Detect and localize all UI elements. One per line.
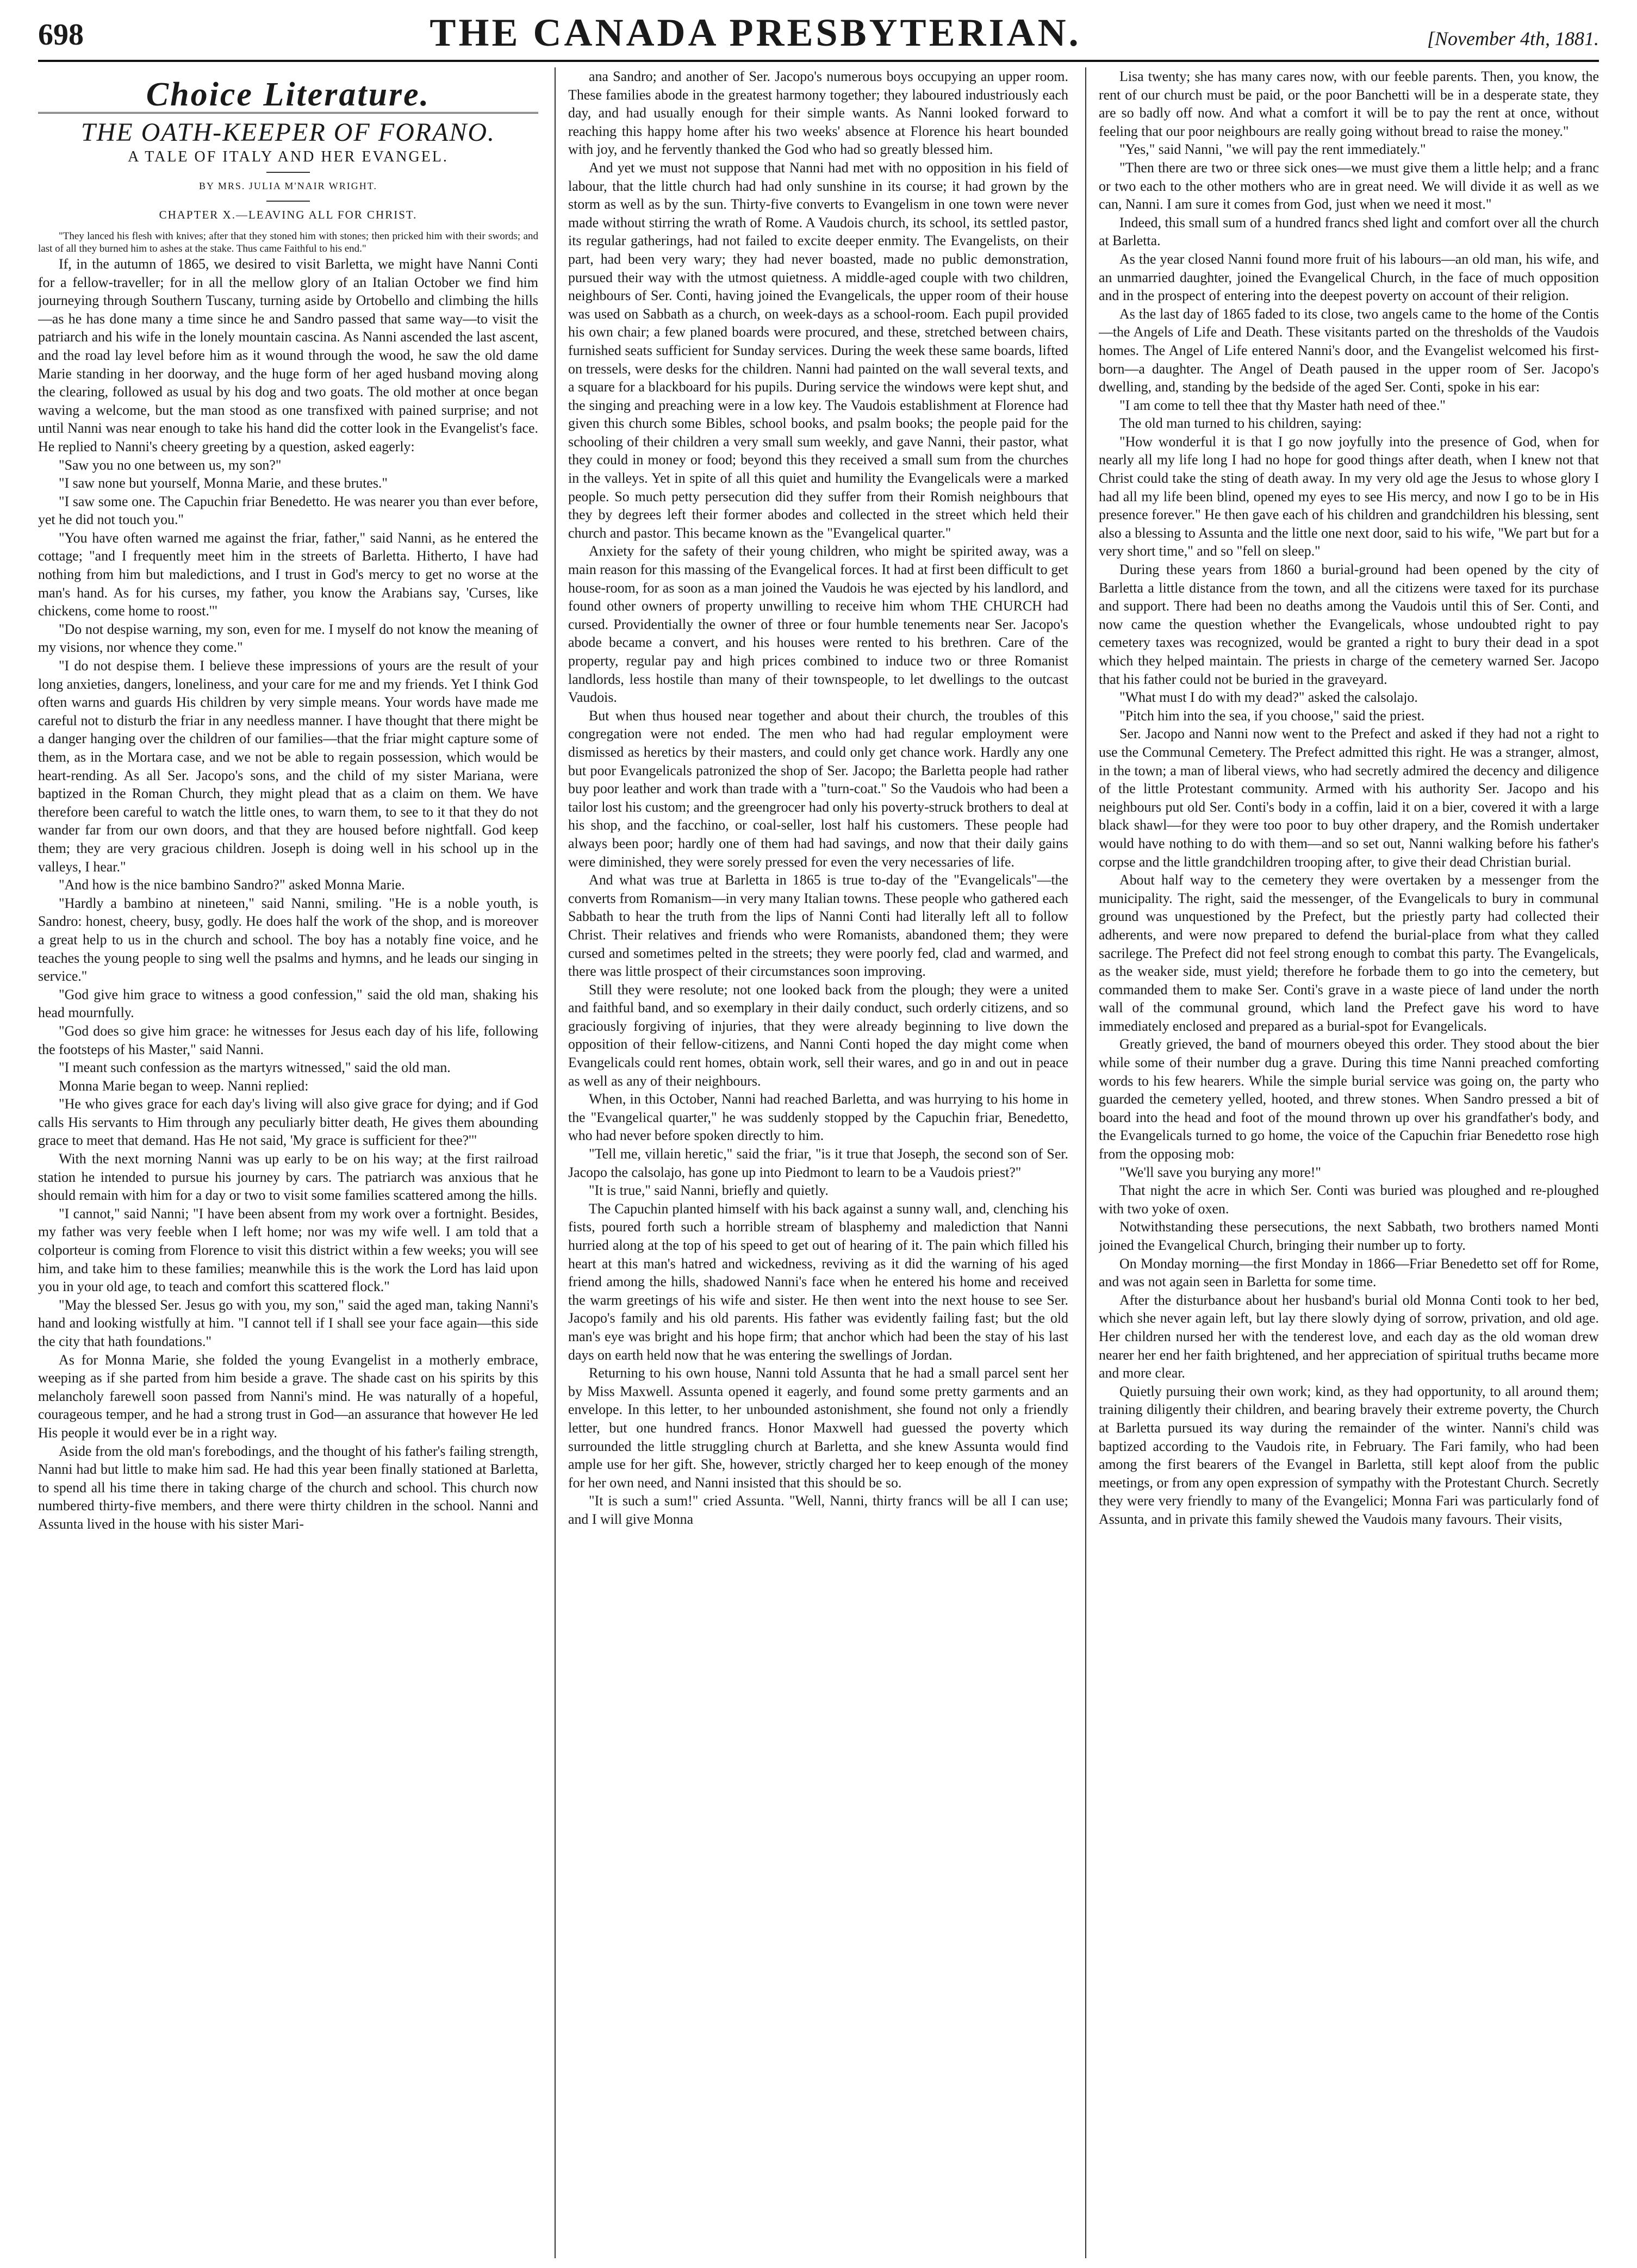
article-paragraph: Still they were resolute; not one looked back from the plough; they were a united and faithful band, and so exemplary in their daily conduct, such orderly citizens, and so graciously forgiving of injuries, that they were already beginning to live down the opposition of their fellow-citizens, and Nanni Conti hoped the day might come when Evangelicals could rent homes, obtain work, sell their wares, and go in and out in peace as well as any of their neighbours. <box>568 981 1068 1089</box>
article-paragraph: Monna Marie began to weep. Nanni replied: <box>59 1077 309 1094</box>
article-paragraph: "And how is the nice bambino Sandro?" asked Monna Marie. <box>59 877 405 893</box>
article-paragraph: As the year closed Nanni found more fruit of his labours—an old man, his wife, and an unmarried daughter, joined the Evangelical Church, in the face of much opposition and in the prospect of entering into the deepest poverty on account of their religion. <box>1099 251 1599 304</box>
author-line: BY MRS. JULIA M'NAIR WRIGHT. <box>199 180 377 191</box>
article-paragraph: About half way to the cemetery they were overtaken by a messenger from the municipality. The right, said the messenger, of the Evangelicals to bury in communal ground was unquestioned by the Prefect, but the priestly party had collected their adherents, and were now prepared to defend the burial-place from what they called sacrilege. The Prefect did not feel strong enough to combat this party. The Evangelicals, as the weaker side, must yield; therefore he forbade them to go into the cemetery, but commanded them to make Ser. Conti's grave in a waste piece of land under the north wall of the communal ground, which land the Prefect gave his word to have immediately enclosed and prepared as a burial-spot for Evangelicals. <box>1099 872 1599 1034</box>
article-paragraph: But when thus housed near together and about their church, the troubles of this congregation were not ended. The men who had had regular employment were dismissed as heretics by their masters, and could only get chance work. Hardly any one but poor Evangelicals patronized the shop of Ser. Jacopo; the Barletta people had rather buy poor leather and work than trade with a "turn-coat." So the Vaudois who had been a tailor lost his custom; and the greengrocer had only his poverty-struck brothers to deal at his shop, and the facchino, or coal-seller, lost half his customers. These people had always been poor; hardly one of them had had savings, and now that their daily gains were diminished, they were sorely pressed for even the very necessaries of life. <box>568 707 1068 870</box>
article-paragraph: "Hardly a bambino at nineteen," said Nanni, smiling. "He is a noble youth, is Sandro: honest, cheery, busy, godly. He does half the work of the shop, and is moreover a great help to us in the church and school. The boy has a notably fine voice, and he teaches the young people to sing well the psalms and hymns, and he leads our singing in service." <box>38 895 538 985</box>
chapter-heading: CHAPTER X.—LEAVING ALL FOR CHRIST. <box>159 208 418 222</box>
article-paragraph: If, in the autumn of 1865, we desired to visit Barletta, we might have Nanni Conti for a fellow-traveller; for in all the mellow glory of an Italian October we find him journeying through Southern Tuscany, turning aside by Ortobello and climbing the hills—as he has done many a time since he and Sandro passed that same way—to visit the patriarch and his wife in the lonely mountain cascina. As Nanni ascended the last ascent, and the road lay level before him as it wound through the wood, he saw the old dame Marie standing in her doorway, and the huge form of her aged husband moving along the clearing, followed as usual by his dog and two goats. The old mother at once began waving a welcome, but the man stood as one transfixed with pained surprise; and not until Nanni was near enough to take his hand did the cotter look in the Evangelist's face. He replied to Nanni's cheery greeting by a question, asked eagerly: <box>38 256 538 454</box>
page-header <box>38 10 1599 62</box>
article-paragraph: Greatly grieved, the band of mourners obeyed this order. They stood about the bier while some of their number dug a grave. During this time Nanni preached comforting words to his few hearers. While the simple burial service was going on, the party who guarded the cemetery yelled, hooted, and threw stones. When Sandro pressed a bit of board into the head and foot of the mound thrown up over his grandfather's body, and the Evangelicals turned to go home, the voice of the Capuchin friar Benedetto rose high from the opposing mob: <box>1099 1036 1599 1162</box>
article-paragraph: During these years from 1860 a burial-ground had been opened by the city of Barletta a little distance from the town, and all the citizens were taxed for its purchase and support. There had been no deaths among the Vaudois until this of Ser. Conti, and now came the question whether the Evangelicals, whose undoubted right to pay cemetery taxes was recognized, would be granted a right to bury their dead in a spot which they helped maintain. The priests in charge of the cemetery warned Ser. Jacopo that his father could not be buried in the graveyard. <box>1099 562 1599 687</box>
article-paragraph: "May the blessed Ser. Jesus go with you, my son," said the aged man, taking Nanni's hand and looking wistfully at him. "I cannot tell if I shall see your face again—this side the city that hath foundations." <box>38 1297 538 1349</box>
article-paragraph: "I am come to tell thee that thy Master hath need of thee." <box>1119 397 1446 413</box>
article-paragraph: As for Monna Marie, she folded the young Evangelist in a motherly embrace, weeping as if she parted from him beside a grave. The shade cast on his spirits by this melancholy farewell soon passed from Nanni's mind. He was naturally of a hopeful, courageous temper, and he had a strong trust in God—an assurance that however He led His people it would ever be in a right way. <box>38 1351 538 1441</box>
article-paragraph: "Then there are two or three sick ones—we must give them a little help; and a franc or two each to the other mothers who are in great need. We will divide it as well as we can, Nanni. I am sure it comes from God, just when we need it most." <box>1099 159 1599 213</box>
article-paragraph: "Do not despise warning, my son, even for me. I myself do not know the meaning of my visions, nor whence they come." <box>38 621 538 656</box>
divider <box>266 201 310 202</box>
article-paragraph: "I meant such confession as the martyrs witnessed," said the old man. <box>59 1060 451 1076</box>
article-paragraph: The old man turned to his children, saying: <box>1119 415 1362 432</box>
article-paragraph: Indeed, this small sum of a hundred francs shed light and comfort over all the church at Barletta. <box>1099 214 1599 249</box>
article-paragraph: Ser. Jacopo and Nanni now went to the Prefect and asked if they had not a right to use the Communal Cemetery. The Prefect admitted this right. He was a stranger, almost, in the town; a man of liberal views, who had secretly admired the decency and diligence of the little Protestant community. Armed with his authority Ser. Jacopo and his neighbours put old Ser. Conti's body in a coffin, laid it on a bier, covered it with a large black shawl—for they were too poor to buy other drapery, and the Romish undertaker would have nothing to do with them—and so set out, Nanni walking before his father's corpse and the little grandchildren trooping after, to give their dead Christian burial. <box>1099 726 1599 870</box>
article-paragraph: "How wonderful it is that I go now joyfully into the presence of God, when for nearly all my life long I had no hope for good things after death, when I knew not that Christ could take the sting of death away. In my very old age the Jesus to whose glory I had all my life been blind, opened my eyes to see His mercy, and now I go to be in His presence forever." He then gave each of his children and grandchildren his blessing, sent also a blessing to Assunta and the little one next door, said to his wife, "We part but for a very short time," and so "fell on sleep." <box>1099 433 1599 559</box>
article-paragraph: "I saw none but yourself, Monna Marie, and these brutes." <box>59 475 388 491</box>
article-paragraph: "Saw you no one between us, my son?" <box>59 457 282 473</box>
article-paragraph: After the disturbance about her husband's burial old Monna Conti took to her bed, which she never again left, but lay there slowly dying of sorrow, privation, and old age. Her children nursed her with the tenderest love, and each day as the old woman drew nearer her end her faith brightened, and her appreciation of spiritual truths became more and more clear. <box>1099 1292 1599 1381</box>
article-paragraph: "It is true," said Nanni, briefly and quietly. <box>589 1182 829 1199</box>
story-title: THE OATH-KEEPER OF FORANO. <box>80 117 496 147</box>
article-paragraph: As the last day of 1865 faded to its close, two angels came to the home of the Contis—the Angels of Life and Death. These visitants parted on the thresholds of the Vaudois homes. The Angel of Life entered Nanni's door, and the Evangelist welcomed his first-born—a daughter. The Angel of Death paused in the upper room of Ser. Jacopo's dwelling, and, standing by the bedside of the aged Ser. Conti, spoke in his ear: <box>1099 306 1599 395</box>
article-paragraph: "God does so give him grace: he witnesses for Jesus each day of his life, following the footsteps of his Master," said Nanni. <box>38 1023 538 1057</box>
column-body <box>38 255 538 1534</box>
epigraph: "They lanced his flesh with knives; after that they stoned him with stones; then pricked him with their swords; and last of all they burned him to ashes at the stake. Thus came Faithful to his end." <box>38 230 538 254</box>
article-paragraph: Anxiety for the safety of their young children, who might be spirited away, was a main reason for this massing of the Evangelical forces. It had at first been difficult to get house-room, for as soon as a man joined the Vaudois he was ejected by his landlord, and found other owners of property unwilling to receive him whom THE CHURCH had cursed. Providentially the owner of three or four humble tenements near Ser. Jacopo's abode became a convert, and his houses were rented to his brethren. Care of the property, regular pay and high prices combined to induce two or three Romanist landlords, less hostile than many of their townspeople, to let dwellings to the outcast Vaudois. <box>568 543 1068 706</box>
article-paragraph: "Pitch him into the sea, if you choose," said the priest. <box>1119 707 1425 724</box>
article-column-2 <box>568 67 1068 2258</box>
column-body <box>568 67 1068 1529</box>
article-paragraph: ana Sandro; and another of Ser. Jacopo's numerous boys occupying an upper room. These families abode in the greatest harmony together; they laboured industriously each day, and had usually enough for their simple wants. As Nanni looked forward to reaching this happy home after his two weeks' absence at Florence his heart bounded with joy, and he fervently thanked the God who had so greatly blessed him. <box>568 68 1068 158</box>
column-divider <box>555 67 556 2258</box>
article-paragraph: "I do not despise them. I believe these impressions of yours are the result of your long anxieties, dangers, loneliness, and your care for me and my friends. Yet I think God often warns and guards His children by very simple means. Your words have made me careful not to disturb the friar in any needless manner. I have thought that there might be a danger hanging over the children of our families—that the friar might capture some of them, as in the Mortara case, and we not be able to regain possession, which would be heart-rending. As all Ser. Jacopo's sons, and the child of my sister Mariana, were baptized in the Roman Church, they might plead that as a claim on them. We have therefore been careful to watch the little ones, to warn them, to see to it that they do not wander far from our own doors, and that they are housed before nightfall. God keep them; they are very gracious children. Joseph is doing well in his school up in the valleys, I hear." <box>38 658 538 875</box>
article-paragraph: And yet we must not suppose that Nanni had met with no opposition in his field of labour, that the little church had had only sunshine in its course; it had grown by the storm as well as by the sun. Thirty-five converts to Evangelism in one town were never made without stirring the wrath of Rome. A Vaudois church, its school, its settled pastor, its regular gatherings, had not failed to excite deeper enmity. The Evangelists, on their part, had been very wary; they had never boasted, made no public demonstration, pursued their way with the utmost quietness. A middle-aged couple with two children, neighbours of Ser. Conti, having joined the Evangelicals, the upper room of their house was used on Sabbath as a church, on week-days as a school-room. Each pupil provided his own chair; a few planed boards were procured, and these, stretched between chairs, furnished seats sufficient for Sunday services. During the week these same boards, lifted on tressels, were desks for the children. Nanni had painted on the wall several texts, and a square for a blackboard for his pupils. During service the windows were kept shut, and the singing and preaching were in a low key. The Vaudois establishment at Florence had given this church some Bibles, school books, and psalm books; the people paid for the schooling of their children a very small sum weekly, and gave Nanni, their pastor, what they could in money or food; beyond this they received a small sum from the churches in the valleys. Yet in spite of all this quiet and humility the Evangelicals were a marked people. So much petty persecution did they suffer from their Romish neighbours that they by degrees left their former abodes and collected in the street which held their church and pastor. This became known as the "Evangelical quarter." <box>568 159 1068 541</box>
column-body <box>1099 67 1599 1529</box>
article-paragraph: "You have often warned me against the friar, father," said Nanni, as he entered the cottage; "and I frequently meet him in the streets of Barletta. Hitherto, I have had nothing from him but maledictions, and I trust in God's mercy to get no worse at the man's hand. As for his curses, my father, you know the Arabians say, 'Curses, like chickens, come home to roost.'" <box>38 529 538 619</box>
article-paragraph: Notwithstanding these persecutions, the next Sabbath, two brothers named Monti joined the Evangelical Church, bringing their number up to forty. <box>1099 1219 1599 1253</box>
article-paragraph: Quietly pursuing their own work; kind, as they had opportunity, to all around them; training diligently their children, and bearing bravely their extreme poverty, the Church at Barletta pursued its way during the remainder of the winter. Nanni's child was baptized according to the Vaudois rite, in February. The Fari family, who had been among the first bearers of the Evangel in Barletta, still kept aloof from the public meetings, or from any open expression of sympathy with the Protestant Church. Secretly they were very friendly to many of the Evangelici; Monna Fari was particularly fond of Assunta, and in private this family shewed the Vaudois many favours. Their visits, <box>1099 1383 1599 1527</box>
article-paragraph: "We'll save you burying any more!" <box>1119 1164 1321 1180</box>
article-paragraph: "It is such a sum!" cried Assunta. "Well, Nanni, thirty francs will be all I can use; and I will give Monna <box>568 1493 1068 1527</box>
divider <box>266 172 310 173</box>
article-paragraph: The Capuchin planted himself with his back against a sunny wall, and, clenching his fists, poured forth such a horrible stream of blasphemy and malediction that Nanni hurried along at the top of his speed to get out of hearing of it. The pain which filled his heart at this man's hatred and wickedness, reviving as it did the warning of his aged friend among the hills, shadowed Nanni's face when he entered his home and received the warm greetings of his wife and sister. He then went into the next house to see Ser. Jacopo's family and his old parents. His father was evidently failing fast; but the old man's eye was bright and his hope firm; that anchor which had been the stay of his last days on earth held now that he was entering the swellings of Jordan. <box>568 1200 1068 1363</box>
article-paragraph: "I saw some one. The Capuchin friar Benedetto. He was nearer you than ever before, yet he did not touch you." <box>38 493 538 528</box>
article-paragraph: "God give him grace to witness a good confession," said the old man, shaking his head mournfully. <box>38 986 538 1021</box>
issue-date: [November 4th, 1881. <box>1427 28 1599 49</box>
article-paragraph: "Tell me, villain heretic," said the friar, "is it true that Joseph, the second son of Ser. Jacopo the calsolajo, has gone up into Piedmont to learn to be a Vaudois priest?" <box>568 1146 1068 1180</box>
article-column-3 <box>1099 67 1599 2258</box>
article-column-1 <box>38 67 538 2258</box>
page-number: 698 <box>38 18 84 52</box>
article-paragraph: When, in this October, Nanni had reached Barletta, and was hurrying to his home in the "Evangelical quarter," he was suddenly stopped by the Capuchin friar, Benedetto, who had never before spoken directly to him. <box>568 1091 1068 1144</box>
article-paragraph: "He who gives grace for each day's living will also give grace for dying; and if God calls His servants to Him through any peculiarly bitter death, He gives them abounding grace to meet that demand. Has He not said, 'My grace is sufficient for thee?'" <box>38 1096 538 1149</box>
article-paragraph: Aside from the old man's forebodings, and the thought of his father's failing strength, Nanni had but little to make him sad. He had this year been finally stationed at Barletta, to spend all his time there in taking charge of the church and school. This church now numbered thirty-five members, and there were thirty children in the school. Nanni and Assunta lived in the house with his sister Mari- <box>38 1443 538 1532</box>
article-paragraph: Lisa twenty; she has many cares now, with our feeble parents. Then, you know, the rent of our church must be paid, or the poor Banchetti will be in a desperate state, they are so badly off now. And what a comfort it will be to pay the rent at once, without feeling that our poor neighbours are really going without bread to raise the money." <box>1099 68 1599 139</box>
article-paragraph: "What must I do with my dead?" asked the calsolajo. <box>1119 689 1418 706</box>
article-paragraph: With the next morning Nanni was up early to be on his way; at the first railroad station he intended to pursue his journey by cars. The patriarch was anxious that he should remain with him for a day or two to visit some families scattered among the hills. <box>38 1151 538 1204</box>
department-title: Choice Literature. <box>38 86 538 114</box>
article-paragraph: And what was true at Barletta in 1865 is true to-day of the "Evangelicals"—the converts from Romanism—in very many Italian towns. These people who gathered each Sabbath to hear the truth from the lips of Nanni Conti had literally left all to follow Christ. Their relatives and friends who were Romanists, abandoned them; they were cursed and sometimes pelted in the streets; they were poorly fed, clad and warmed, and there was little prospect of their circumstances soon improving. <box>568 872 1068 980</box>
article-paragraph: "I cannot," said Nanni; "I have been absent from my work over a fortnight. Besides, my father was very feeble when I left home; nor was my wife well. I am told that a colporteur is coming from Florence to visit this district within a few weeks; you will see him, and take him to these families; meanwhile this is the work the Lord has laid upon you in your old age, to teach and comfort this scattered flock." <box>38 1205 538 1295</box>
column-divider <box>1085 67 1086 2258</box>
article-paragraph: That night the acre in which Ser. Conti was buried was ploughed and re-ploughed with two yoke of oxen. <box>1099 1182 1599 1217</box>
article-paragraph: On Monday morning—the first Monday in 1866—Friar Benedetto set off for Rome, and was not again seen in Barletta for some time. <box>1099 1255 1599 1290</box>
story-subtitle: A TALE OF ITALY AND HER EVANGEL. <box>128 148 449 166</box>
article-paragraph: Returning to his own house, Nanni told Assunta that he had a small parcel sent her by Miss Maxwell. Assunta opened it eagerly, and found some pretty garments and an envelope. In this letter, to her unbounded astonishment, she found not only a friendly letter, but one hundred francs. Honor Maxwell had guessed the poverty which surrounded the little struggling church at Barletta, and she knew Assunta would find ample use for her gift. She, however, strictly charged her to keep enough of the money for her own need, and Nanni insisted that this should be so. <box>568 1365 1068 1491</box>
journal-title: THE CANADA PRESBYTERIAN. <box>430 11 1081 54</box>
article-paragraph: "Yes," said Nanni, "we will pay the rent immediately." <box>1119 141 1426 158</box>
